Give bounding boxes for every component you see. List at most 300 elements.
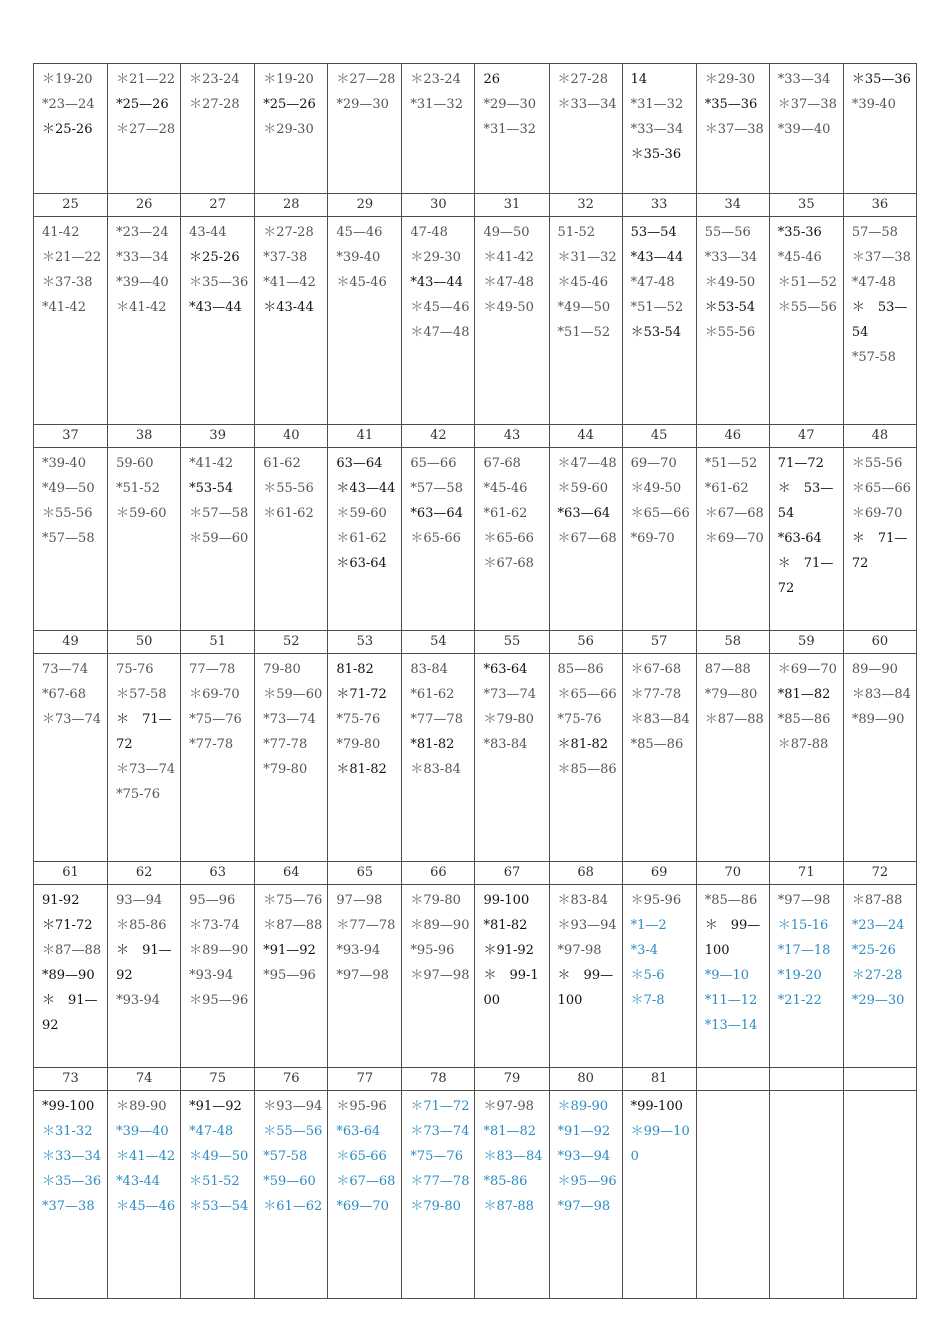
table-cell: [328, 448, 402, 631]
task-entry: 75-76: [116, 662, 154, 677]
task-entry: *41-42: [42, 300, 86, 315]
task-entry: ＊67—68: [704, 506, 764, 521]
day-number: 59: [769, 631, 843, 654]
task-entry: *57—58: [42, 531, 95, 546]
task-entry: ＊73-74: [189, 918, 240, 933]
task-entry: *47-48: [189, 1124, 234, 1139]
task-entry: ＊89—90: [189, 943, 249, 958]
day-number: 70: [696, 862, 769, 885]
task-entry: *23—24: [116, 225, 169, 240]
task-entry: ＊95-96: [630, 893, 682, 908]
task-entry: ＊47—48: [410, 325, 470, 340]
task-entry: *57—58: [410, 481, 463, 496]
table-cell: [843, 1091, 916, 1299]
task-entry: *91—92: [557, 1124, 611, 1139]
task-entry: ＊5-6: [630, 968, 665, 983]
task-entry: *33—34: [630, 122, 684, 137]
task-entry: *23—24: [851, 918, 905, 933]
task-entry: ＊73—74: [42, 712, 102, 727]
task-entry: ＊ 99—100: [704, 918, 761, 958]
task-entry: ＊47—48: [557, 456, 617, 471]
task-entry: *39—40: [777, 122, 831, 137]
table-cell: [696, 1091, 769, 1299]
table-cell: [328, 885, 402, 1068]
task-entry: ＊31-32: [42, 1124, 93, 1139]
task-entry: ＊69—70: [777, 662, 837, 677]
task-entry: ＊29-30: [410, 250, 461, 265]
table-cell: [34, 885, 108, 1068]
task-entry: *37—38: [42, 1199, 95, 1214]
table-cell: [549, 885, 622, 1068]
task-entry: *29—30: [483, 97, 537, 112]
task-entry: ＊ 71—72: [777, 556, 834, 596]
task-entry: 41-42: [42, 225, 80, 240]
task-entry: *43—44: [189, 300, 242, 315]
task-entry: *13—14: [704, 1018, 758, 1033]
task-entry: ＊87-88: [851, 893, 903, 908]
task-entry: ＊61-62: [336, 531, 387, 546]
task-entry: ＊59-60: [336, 506, 387, 521]
table-cell: [402, 654, 475, 862]
task-entry: *37-38: [263, 250, 308, 265]
task-entry: ＊83—84: [630, 712, 690, 727]
table-cell: [696, 448, 769, 631]
task-entry: *47-48: [630, 275, 675, 290]
task-entry: ＊67-68: [483, 556, 534, 571]
task-entry: ＊19-20: [42, 72, 93, 87]
table-cell: [843, 64, 916, 194]
task-entry: ＊77-78: [630, 687, 682, 702]
task-entry: *75—76: [410, 1149, 463, 1164]
task-entry: *89—90: [851, 712, 905, 727]
task-entry: *49—50: [42, 481, 95, 496]
content-row: [34, 885, 917, 1068]
task-entry: ＊83—84: [483, 1149, 543, 1164]
day-number: 47: [769, 425, 843, 448]
task-entry: ＊33—34: [557, 97, 617, 112]
task-entry: 85—86: [557, 662, 604, 677]
task-entry: 99-100: [483, 893, 530, 908]
task-entry: ＊41—42: [116, 1149, 176, 1164]
task-entry: ＊87—88: [42, 943, 102, 958]
table-cell: [622, 64, 696, 194]
task-entry: *85—86: [777, 712, 831, 727]
task-entry: *43-44: [116, 1174, 161, 1189]
table-cell: [181, 885, 255, 1068]
task-entry: *21-22: [777, 993, 822, 1008]
task-entry: 65—66: [410, 456, 457, 471]
task-entry: 53—54: [630, 225, 677, 240]
day-number: 27: [181, 194, 255, 217]
task-entry: *63—64: [557, 506, 611, 521]
task-entry: *39-40: [42, 456, 86, 471]
table-cell: [549, 64, 622, 194]
table-cell: [475, 448, 549, 631]
task-entry: *69—70: [336, 1199, 389, 1214]
table-cell: [843, 217, 916, 425]
task-entry: *51-52: [116, 481, 161, 496]
task-entry: *39—40: [116, 275, 169, 290]
task-entry: ＊55-56: [851, 456, 903, 471]
task-entry: ＊67-68: [630, 662, 682, 677]
task-entry: *19-20: [777, 968, 822, 983]
task-entry: 95—96: [189, 893, 236, 908]
task-entry: ＊45-46: [557, 275, 609, 290]
day-number: 67: [475, 862, 549, 885]
task-entry: *31—32: [630, 97, 684, 112]
task-entry: ＊45-46: [336, 275, 387, 290]
day-number: 39: [181, 425, 255, 448]
table-cell: [696, 654, 769, 862]
table-cell: [769, 885, 843, 1068]
task-entry: ＊43-44: [263, 300, 314, 315]
table-cell: [475, 1091, 549, 1299]
task-entry: *39—40: [116, 1124, 169, 1139]
task-entry: ＊51-52: [189, 1174, 240, 1189]
task-entry: ＊29-30: [263, 122, 314, 137]
task-entry: ＊65—66: [557, 687, 617, 702]
table-cell: [402, 1091, 475, 1299]
task-entry: *63—64: [410, 506, 463, 521]
task-entry: ＊ 71—72: [851, 531, 908, 571]
task-entry: 63—64: [336, 456, 383, 471]
task-entry: ＊73—74: [116, 762, 176, 777]
task-entry: *79-80: [336, 737, 381, 752]
task-entry: ＊87-88: [777, 737, 829, 752]
table-cell: [402, 217, 475, 425]
task-entry: ＊23-24: [189, 72, 240, 87]
task-entry: *81-82: [483, 918, 528, 933]
task-entry: 26: [483, 72, 501, 87]
task-entry: ＊41-42: [483, 250, 534, 265]
day-number: 75: [181, 1068, 255, 1091]
task-entry: ＊93—94: [263, 1099, 323, 1114]
table-cell: [475, 64, 549, 194]
task-entry: *79—80: [704, 687, 758, 702]
day-number: 73: [34, 1068, 108, 1091]
task-entry: ＊81-82: [336, 762, 387, 777]
task-entry: ＊89-90: [116, 1099, 167, 1114]
task-entry: *31—32: [483, 122, 537, 137]
day-number: 69: [622, 862, 696, 885]
table-cell: [328, 217, 402, 425]
task-entry: *63-64: [483, 662, 528, 677]
table-cell: [255, 64, 328, 194]
table-cell: [402, 448, 475, 631]
task-entry: 47-48: [410, 225, 448, 240]
task-entry: *41-42: [189, 456, 234, 471]
day-number: 58: [696, 631, 769, 654]
day-number: 35: [769, 194, 843, 217]
task-entry: *51—52: [557, 325, 611, 340]
task-entry: *67-68: [42, 687, 86, 702]
task-entry: *91—92: [263, 943, 316, 958]
task-entry: *33—34: [116, 250, 169, 265]
task-entry: *79-80: [263, 762, 308, 777]
task-entry: 79-80: [263, 662, 301, 677]
task-entry: *77-78: [263, 737, 308, 752]
task-entry: ＊77—78: [410, 1174, 470, 1189]
table-cell: [843, 654, 916, 862]
content-row: [34, 1091, 917, 1299]
task-entry: ＊65-66: [336, 1149, 387, 1164]
task-entry: ＊85-86: [116, 918, 167, 933]
task-entry: *39-40: [336, 250, 381, 265]
task-entry: ＊87—88: [704, 712, 764, 727]
day-number: 68: [549, 862, 622, 885]
table-cell: [34, 64, 108, 194]
day-number: 60: [843, 631, 916, 654]
task-entry: ＊71-72: [336, 687, 387, 702]
task-entry: ＊27-28: [851, 968, 903, 983]
task-entry: ＊95—96: [557, 1174, 617, 1189]
table-cell: [181, 217, 255, 425]
task-entry: ＊27-28: [189, 97, 240, 112]
table-cell: [255, 1091, 328, 1299]
task-entry: ＊59-60: [116, 506, 167, 521]
task-entry: ＊53-54: [704, 300, 756, 315]
day-number: 64: [255, 862, 328, 885]
table-cell: [622, 1091, 696, 1299]
task-entry: ＊25-26: [189, 250, 240, 265]
task-entry: ＊53-54: [630, 325, 682, 340]
day-number: 61: [34, 862, 108, 885]
task-entry: ＊27—28: [116, 122, 176, 137]
schedule-body: [34, 64, 917, 1299]
task-entry: *47-48: [851, 275, 896, 290]
task-entry: ＊47-48: [483, 275, 534, 290]
task-entry: ＊ 91—92: [116, 943, 172, 983]
table-cell: [34, 448, 108, 631]
table-cell: [549, 448, 622, 631]
day-number: 45: [622, 425, 696, 448]
task-entry: ＊59-60: [557, 481, 609, 496]
table-cell: [769, 217, 843, 425]
task-entry: ＊49—50: [189, 1149, 249, 1164]
task-entry: *25—26: [116, 97, 169, 112]
day-number: 28: [255, 194, 328, 217]
task-entry: *51—52: [704, 456, 758, 471]
task-entry: ＊ 99-100: [483, 968, 539, 1008]
task-entry: *57-58: [851, 350, 896, 365]
task-entry: ＊61—62: [263, 1199, 323, 1214]
task-entry: *29—30: [336, 97, 389, 112]
task-entry: ＊41-42: [116, 300, 167, 315]
task-entry: 91-92: [42, 893, 80, 908]
task-entry: *83-84: [483, 737, 528, 752]
table-cell: [328, 64, 402, 194]
day-number: 65: [328, 862, 402, 885]
day-number: 74: [108, 1068, 181, 1091]
table-cell: [475, 217, 549, 425]
task-entry: 71—72: [777, 456, 824, 471]
task-entry: ＊53—54: [189, 1199, 249, 1214]
task-entry: ＊55—56: [777, 300, 837, 315]
table-cell: [622, 654, 696, 862]
task-entry: ＊43—44: [336, 481, 396, 496]
table-cell: [255, 217, 328, 425]
task-entry: *61-62: [483, 506, 528, 521]
day-number: 51: [181, 631, 255, 654]
content-row: [34, 217, 917, 425]
task-entry: ＊79-80: [410, 893, 461, 908]
day-number: [769, 1068, 843, 1091]
task-entry: *31—32: [410, 97, 463, 112]
task-entry: ＊55-56: [42, 506, 93, 521]
table-cell: [402, 64, 475, 194]
table-cell: [255, 448, 328, 631]
task-entry: *69-70: [630, 531, 675, 546]
task-entry: ＊35-36: [630, 147, 682, 162]
table-cell: [696, 217, 769, 425]
task-entry: ＊27-28: [263, 225, 314, 240]
table-cell: [622, 217, 696, 425]
task-entry: ＊35—36: [42, 1174, 102, 1189]
task-entry: *93-94: [336, 943, 381, 958]
table-cell: [549, 654, 622, 862]
task-entry: *81-82: [410, 737, 455, 752]
table-cell: [622, 448, 696, 631]
day-number: 25: [34, 194, 108, 217]
task-entry: ＊29-30: [704, 72, 756, 87]
task-entry: 51-52: [557, 225, 596, 240]
task-entry: *97—98: [336, 968, 389, 983]
task-entry: *33—34: [704, 250, 758, 265]
day-number: 50: [108, 631, 181, 654]
day-number: 38: [108, 425, 181, 448]
day-number: 49: [34, 631, 108, 654]
task-entry: ＊81-82: [557, 737, 609, 752]
day-number: 43: [475, 425, 549, 448]
day-number: 72: [843, 862, 916, 885]
task-entry: ＊61-62: [263, 506, 314, 521]
task-entry: ＊21—22: [42, 250, 102, 265]
task-entry: ＊95—96: [189, 993, 249, 1008]
content-row: [34, 654, 917, 862]
table-cell: [769, 448, 843, 631]
table-cell: [34, 654, 108, 862]
number-row: [34, 862, 917, 885]
task-entry: ＊73—74: [410, 1124, 470, 1139]
task-entry: *99-100: [42, 1099, 95, 1114]
task-entry: *51—52: [630, 300, 684, 315]
task-entry: *53-54: [189, 481, 234, 496]
task-entry: 81-82: [336, 662, 374, 677]
task-entry: 45—46: [336, 225, 383, 240]
task-entry: *59—60: [263, 1174, 316, 1189]
task-entry: ＊7-8: [630, 993, 665, 1008]
day-number: 55: [475, 631, 549, 654]
table-cell: [696, 885, 769, 1068]
table-cell: [108, 1091, 181, 1299]
task-entry: *73—74: [483, 687, 537, 702]
task-entry: *95—96: [263, 968, 316, 983]
task-entry: *25—26: [263, 97, 316, 112]
number-row: [34, 194, 917, 217]
task-entry: *85—86: [704, 893, 758, 908]
table-cell: [843, 885, 916, 1068]
day-number: 40: [255, 425, 328, 448]
task-entry: *93-94: [189, 968, 234, 983]
task-entry: ＊97-98: [483, 1099, 534, 1114]
table-cell: [108, 217, 181, 425]
task-entry: 93—94: [116, 893, 163, 908]
task-entry: 55—56: [704, 225, 751, 240]
day-number: 62: [108, 862, 181, 885]
number-row: [34, 631, 917, 654]
table-cell: [181, 64, 255, 194]
content-row: [34, 448, 917, 631]
task-entry: ＊31—32: [557, 250, 617, 265]
task-entry: *3-4: [630, 943, 659, 958]
day-number: 29: [328, 194, 402, 217]
task-entry: ＊25-26: [42, 122, 93, 137]
task-entry: *41—42: [263, 275, 316, 290]
task-entry: ＊23-24: [410, 72, 461, 87]
task-entry: ＊55-56: [704, 325, 756, 340]
task-entry: *9—10: [704, 968, 750, 983]
day-number: 77: [328, 1068, 402, 1091]
task-entry: *39-40: [851, 97, 896, 112]
day-number: 57: [622, 631, 696, 654]
task-entry: ＊83-84: [557, 893, 609, 908]
task-entry: *61-62: [410, 687, 455, 702]
task-entry: ＊55—56: [263, 1124, 323, 1139]
task-entry: *97-98: [557, 943, 602, 958]
table-cell: [108, 885, 181, 1068]
day-number: [843, 1068, 916, 1091]
table-cell: [402, 885, 475, 1068]
day-number: 54: [402, 631, 475, 654]
day-number: 32: [549, 194, 622, 217]
task-entry: 73—74: [42, 662, 89, 677]
task-entry: *29—30: [851, 993, 905, 1008]
task-entry: ＊37—38: [851, 250, 911, 265]
task-entry: ＊75—76: [263, 893, 323, 908]
task-entry: ＊69—70: [704, 531, 764, 546]
task-entry: *35—36: [704, 97, 758, 112]
table-cell: [34, 217, 108, 425]
task-entry: ＊37—38: [704, 122, 764, 137]
day-number: 66: [402, 862, 475, 885]
task-entry: ＊65—66: [851, 481, 911, 496]
task-entry: ＊45—46: [410, 300, 470, 315]
task-entry: *63-64: [336, 1124, 381, 1139]
task-entry: ＊67—68: [336, 1174, 396, 1189]
task-entry: *91—92: [189, 1099, 242, 1114]
day-number: 34: [696, 194, 769, 217]
day-number: 30: [402, 194, 475, 217]
task-entry: ＊15-16: [777, 918, 829, 933]
day-number: 71: [769, 862, 843, 885]
task-entry: *97—98: [777, 893, 831, 908]
task-entry: ＊65-66: [483, 531, 534, 546]
table-cell: [34, 1091, 108, 1299]
task-entry: 43-44: [189, 225, 227, 240]
task-entry: *1—2: [630, 918, 667, 933]
task-entry: 67-68: [483, 456, 521, 471]
content-row: [34, 64, 917, 194]
number-row: [34, 425, 917, 448]
task-entry: ＊83—84: [851, 687, 911, 702]
table-cell: [328, 1091, 402, 1299]
task-entry: *11—12: [704, 993, 758, 1008]
task-entry: ＊27—28: [336, 72, 396, 87]
task-entry: ＊27-28: [557, 72, 609, 87]
task-entry: *85-86: [483, 1174, 528, 1189]
task-entry: *93-94: [116, 993, 161, 1008]
day-number: 46: [696, 425, 769, 448]
